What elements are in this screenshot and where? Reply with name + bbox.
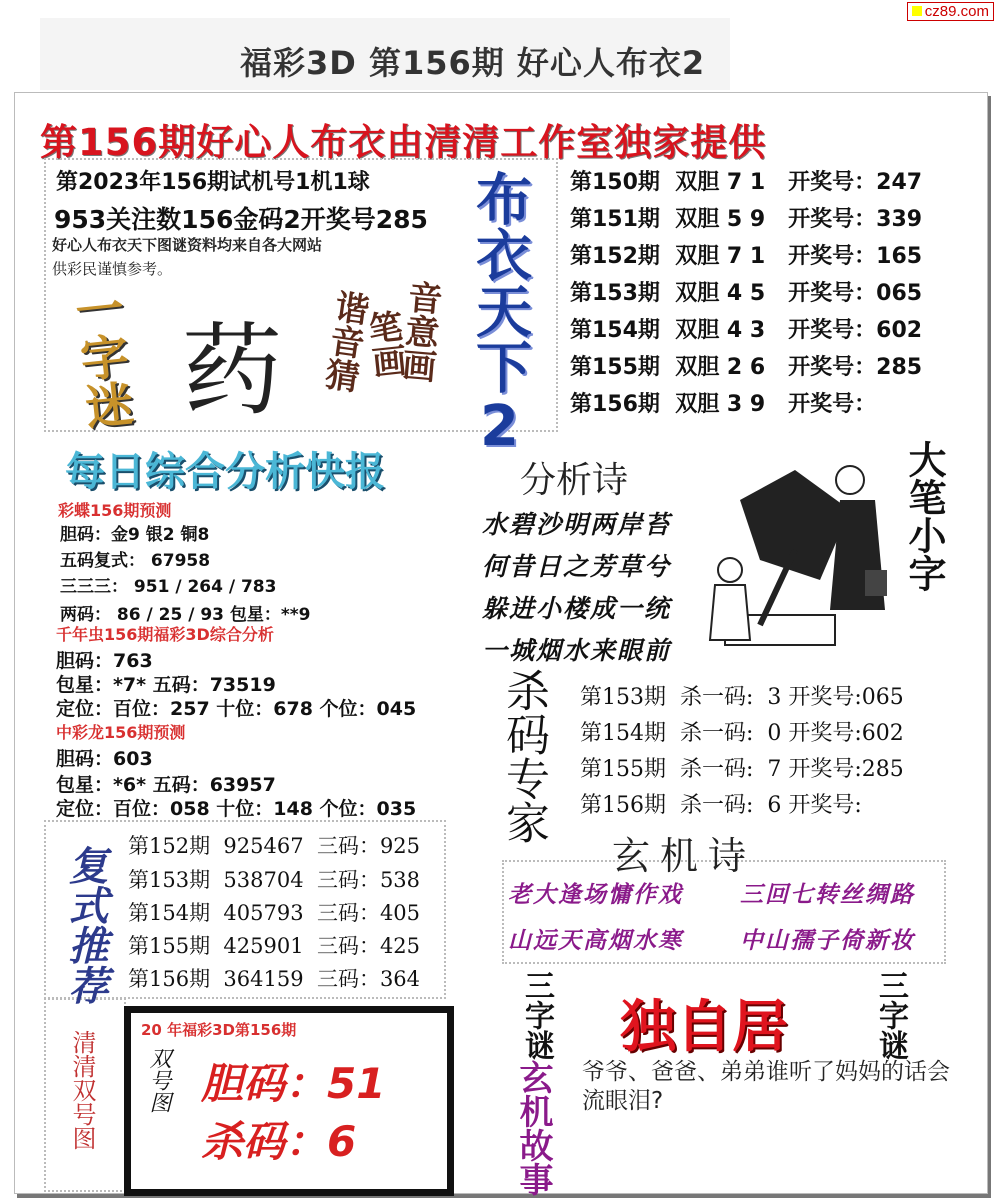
shuanghao-header: 20 年福彩3D第156期 (141, 1021, 297, 1039)
poem-line: 一城烟水来眼前 (482, 636, 672, 665)
qiannian-line: 胆码：763 (56, 650, 153, 672)
qiannian-line: 包星：*7* 五码：73519 (56, 674, 276, 696)
zhongcai-line: 胆码：603 (56, 748, 153, 770)
riddle-text: 爷爷、爸爸、弟弟谁听了妈妈的话会流眼泪? (582, 1059, 950, 1114)
hint-2: 笔画 (360, 308, 408, 380)
shuanghao-shama: 杀码：6 (201, 1117, 357, 1166)
qingqing-label: 清清双号图 (68, 1030, 96, 1150)
lottery-row: 第156期 双胆 3 9 开奖号： (570, 392, 877, 417)
shama-label: 杀码专家 (498, 668, 549, 844)
riddle-character: 药 (182, 312, 282, 429)
fushi-row: 第154期 405793 三码：405 (128, 901, 421, 925)
xuanji-line: 三回七转丝绸路 (740, 882, 915, 908)
sanzimi-right: 三字谜 (873, 970, 908, 1060)
trial-line-3: 好心人布衣天下图谜资料均来自各大网站 (52, 236, 323, 254)
xuanji-line: 老大逢场慵作戏 (508, 882, 683, 908)
zhongcai-title: 中彩龙156期预测 (56, 723, 186, 742)
zhongcai-line: 定位：百位：058 十位：148 个位：035 (56, 798, 417, 820)
shama-row: 第153期 杀一码: 3 开奖号:065 (580, 685, 904, 710)
poem-line: 水碧沙明两岸苔 (482, 510, 672, 539)
fushi-row: 第155期 425901 三码：425 (128, 934, 421, 958)
buyi-title: 布衣天下2 (467, 170, 532, 459)
qiannian-title: 千年虫156期福彩3D综合分析 (56, 625, 274, 644)
hint-3: 音意画 (394, 278, 444, 384)
dabi-label: 大笔小字 (902, 440, 946, 592)
fushi-row: 第153期 538704 三码：538 (128, 868, 421, 892)
lottery-row: 第151期 双胆 5 9 开奖号：339 (570, 207, 923, 232)
xjgs-label: 玄机故事 (513, 1060, 553, 1196)
site-label: cz89.com (924, 3, 989, 20)
shuanghao-danma: 胆码：51 (201, 1059, 386, 1108)
xuanji-title: 玄机诗 (612, 834, 757, 878)
caidie-line: 胆码：金9 银2 铜8 (60, 525, 210, 545)
caidie-line: 两码： 86 / 25 / 93 包星：**9 (60, 605, 311, 625)
header-bar (40, 18, 730, 90)
lottery-row: 第152期 双胆 7 1 开奖号：165 (570, 244, 923, 269)
trial-line-4: 供彩民谨慎参考。 (52, 260, 173, 278)
hint-1: 谐音猜 (317, 287, 371, 395)
trial-line-1: 第2023年156期试机号1机1球 (56, 170, 370, 195)
shama-row: 第154期 杀一码: 0 开奖号:602 (580, 721, 904, 746)
poem-title: 分析诗 (520, 460, 629, 501)
fushi-row: 第156期 364159 三码：364 (128, 967, 421, 991)
site-badge[interactable] (907, 2, 994, 21)
lottery-row: 第155期 双胆 2 6 开奖号：285 (570, 355, 923, 380)
shuanghao-side: 双号图 (146, 1047, 171, 1113)
fushi-label: 复式推荐 (62, 845, 108, 1005)
cartoon-illustration (700, 440, 895, 655)
trial-line-2: 953关注数156金码2开奖号285 (54, 205, 428, 234)
kuaibao-title: 每日综合分析快报 (65, 449, 385, 495)
shama-row: 第156期 杀一码: 6 开奖号: (580, 793, 862, 818)
poem-line: 何昔日之芳草兮 (482, 552, 672, 581)
caidie-line: 五码复式： 67958 (60, 551, 211, 571)
xuanji-line: 中山孺子倚新妆 (740, 928, 915, 954)
caidie-line: 三三三： 951 / 264 / 783 (60, 577, 277, 597)
lottery-row: 第154期 双胆 4 3 开奖号：602 (570, 318, 923, 343)
page-title: 福彩3D 第156期 好心人布衣2 (240, 44, 706, 82)
site-dot-icon (912, 6, 922, 16)
lottery-row: 第150期 双胆 7 1 开奖号：247 (570, 170, 923, 195)
sanzimi-left: 三字谜 (519, 970, 554, 1060)
xuanji-line: 山远天高烟水寒 (508, 928, 683, 954)
yizimi-label: 一字迷 (64, 282, 136, 432)
caidie-title: 彩蝶156期预测 (58, 501, 172, 520)
lottery-row: 第153期 双胆 4 5 开奖号：065 (570, 281, 923, 306)
poem-line: 躲进小楼成一统 (482, 594, 672, 623)
shama-row: 第155期 杀一码: 7 开奖号:285 (580, 757, 904, 782)
duziju-title: 独自居 (620, 995, 788, 1060)
fushi-row: 第152期 925467 三码：925 (128, 834, 421, 858)
qiannian-line: 定位：百位：257 十位：678 个位：045 (56, 698, 417, 720)
banner: 第156期好心人布衣由清清工作室独家提供 (40, 121, 767, 164)
shuanghao-image (124, 1006, 454, 1196)
zhongcai-line: 包星：*6* 五码：63957 (56, 774, 276, 796)
